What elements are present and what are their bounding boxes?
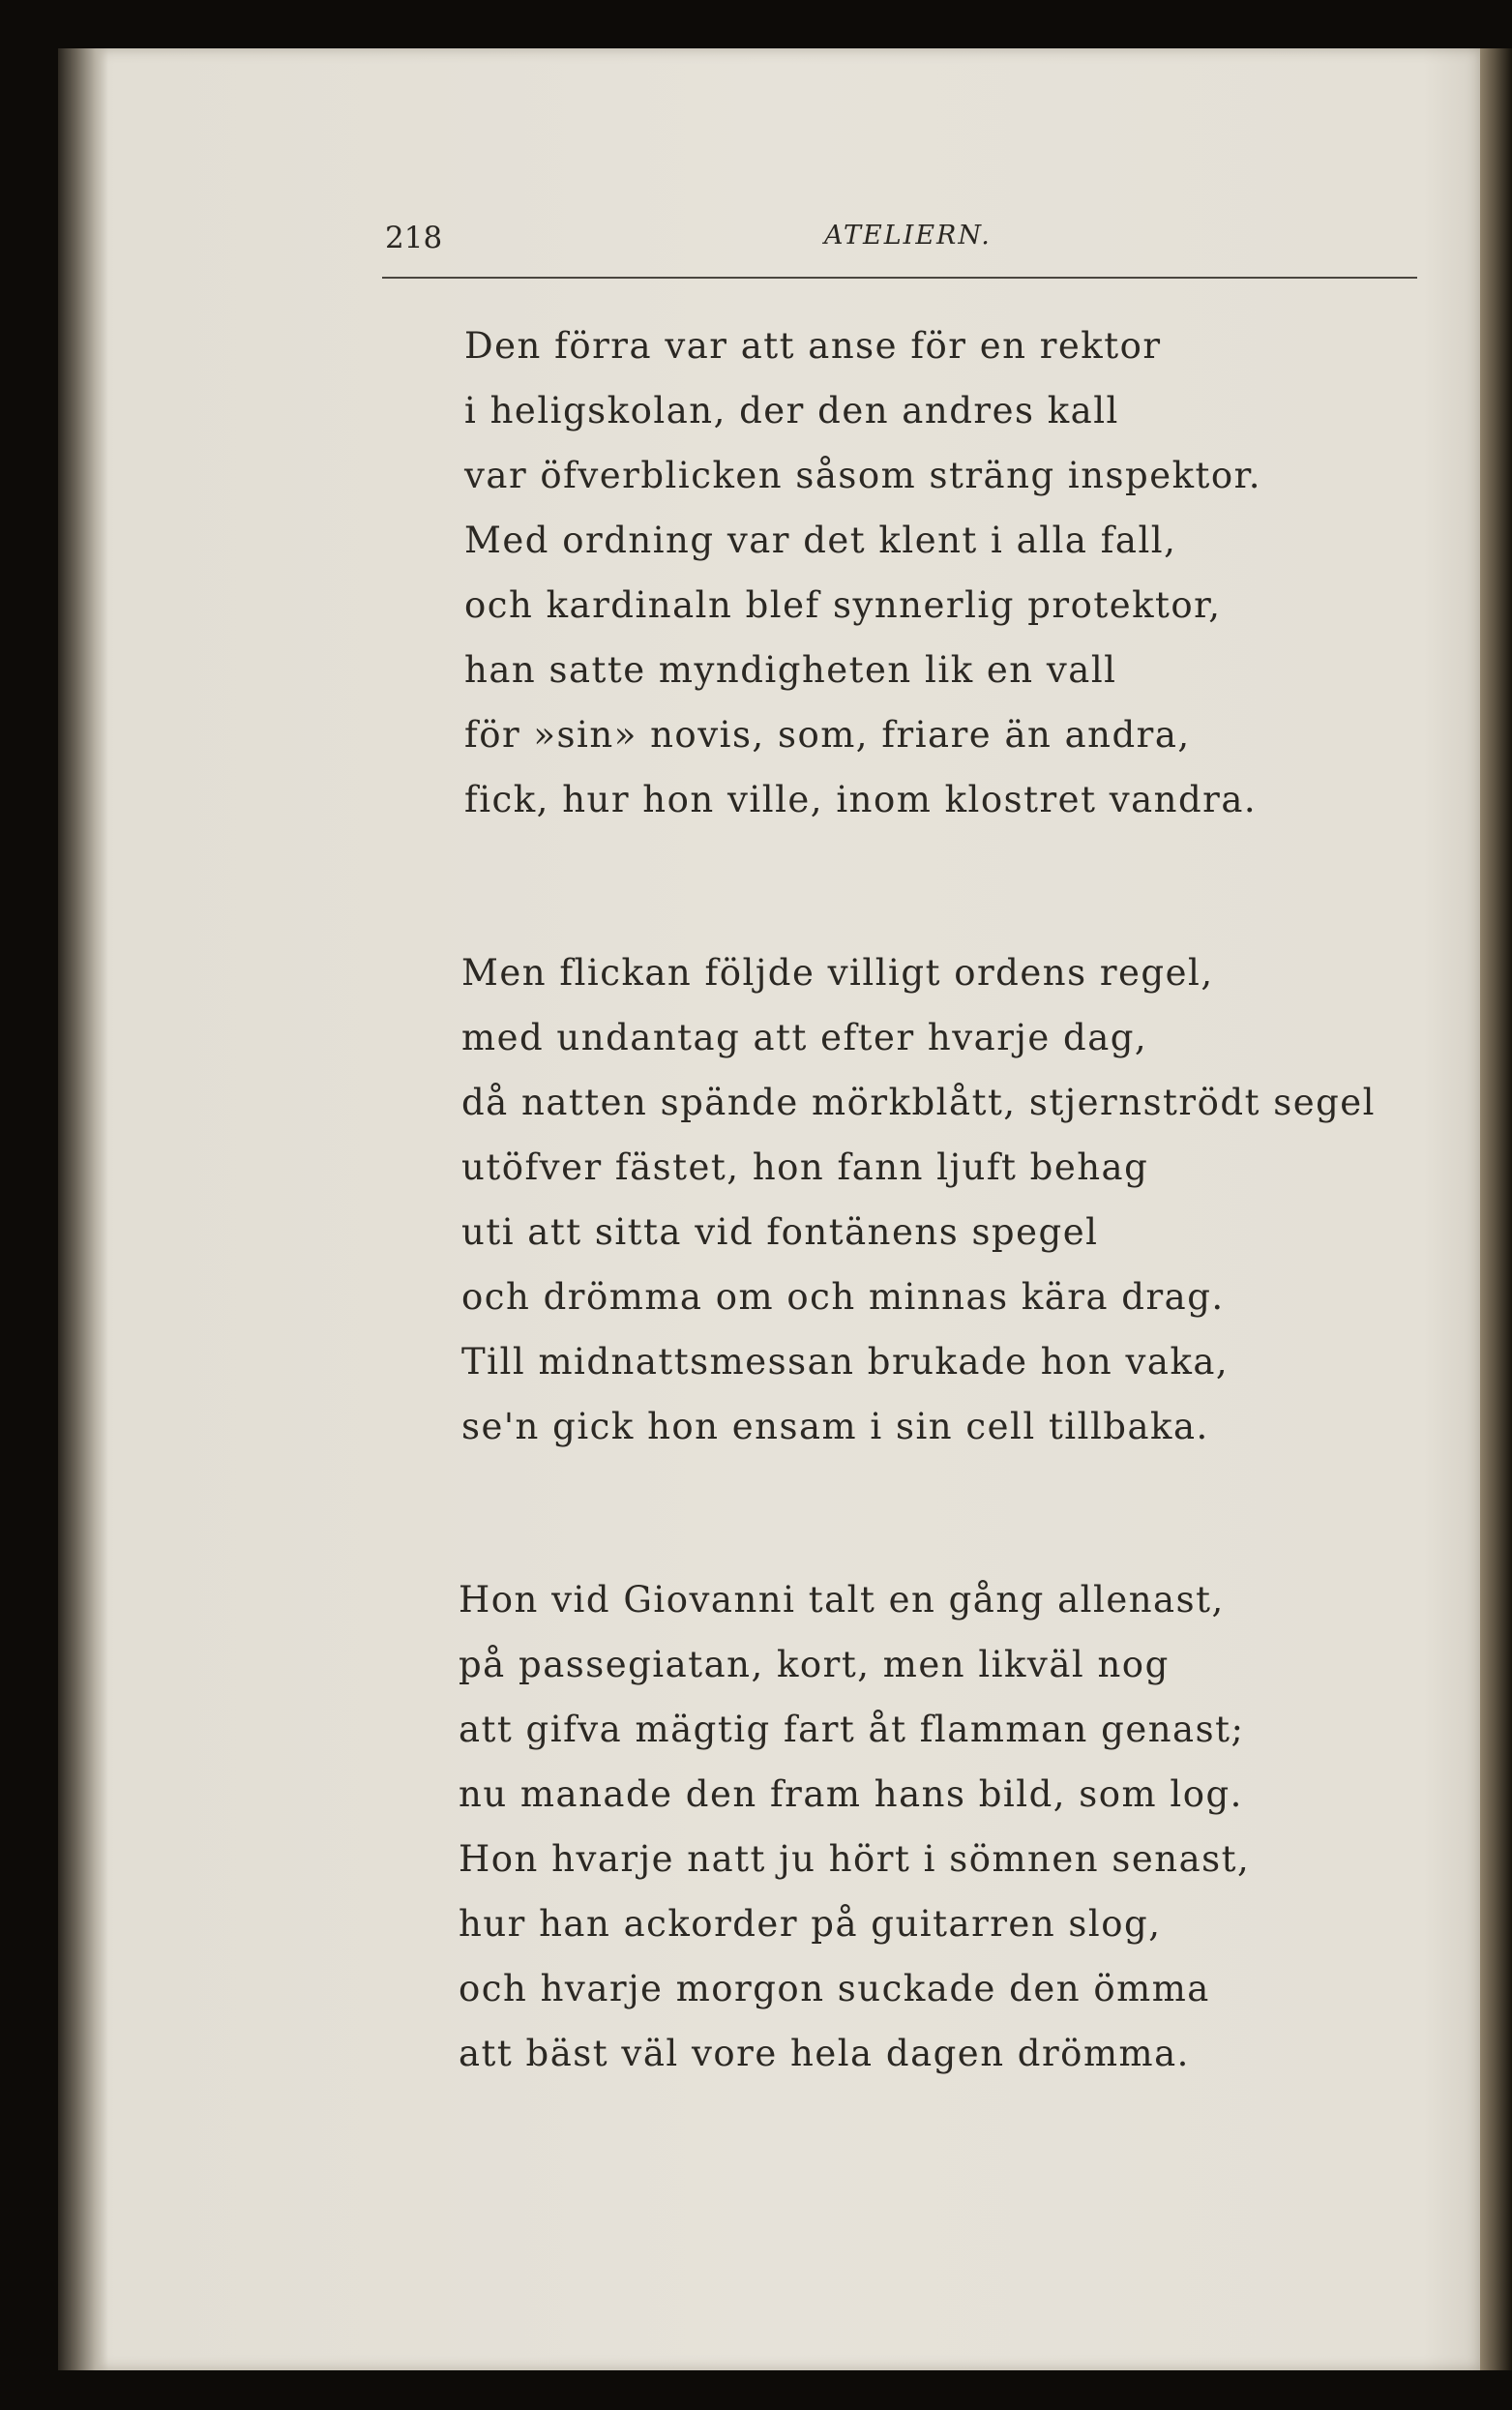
verse-line: för »sin» novis, som, friare än andra,	[464, 714, 1191, 756]
verse-line: med undantag att efter hvarje dag,	[461, 1017, 1148, 1058]
verse-line: Men flickan följde villigt ordens regel,	[461, 952, 1214, 994]
stanza-1	[464, 313, 1261, 832]
verse-line: Den förra var att anse för en rektor	[464, 325, 1162, 367]
verse-line: Hon hvarje natt ju hört i sömnen senast,	[459, 1838, 1251, 1880]
verse-line: Hon vid Giovanni talt en gång allenast,	[459, 1579, 1225, 1621]
verse-line: Med ordning var det klent i alla fall,	[464, 520, 1177, 561]
running-title: ATELIERN.	[824, 221, 992, 251]
verse-line: i heligskolan, der den andres kall	[464, 390, 1119, 431]
stanza-3	[459, 1567, 1250, 2086]
verse-line: och kardinaln blef synnerlig protektor,	[464, 584, 1222, 626]
page-edge-shadow	[1480, 48, 1512, 2370]
verse-line: hur han ackorder på guitarren slog,	[459, 1903, 1162, 1945]
verse-line: och drömma om och minnas kära drag.	[461, 1276, 1225, 1318]
verse-line: var öfverblicken såsom sträng inspektor.	[464, 455, 1262, 496]
verse-line: på passegiatan, kort, men likväl nog	[459, 1644, 1170, 1685]
header-rule	[382, 277, 1417, 279]
page-gutter-shadow	[58, 48, 108, 2370]
verse-line: han satte myndigheten lik en vall	[464, 649, 1117, 691]
stanza-2	[461, 940, 1376, 1459]
verse-line: då natten spände mörkblått, stjernströdt segel	[461, 1082, 1377, 1123]
verse-line: och hvarje morgon suckade den ömma	[459, 1968, 1210, 2009]
verse-line: Till midnattsmessan brukade hon vaka,	[461, 1341, 1230, 1383]
verse-line: uti att sitta vid fontänens spegel	[461, 1211, 1099, 1253]
verse-line: utöfver fästet, hon fann ljuft behag	[461, 1146, 1149, 1188]
page-number: 218	[385, 221, 443, 255]
verse-line: att gifva mägtig fart åt flamman genast;	[459, 1709, 1245, 1750]
verse-line: se'n gick hon ensam i sin cell tillbaka.	[461, 1406, 1209, 1447]
verse-line: fick, hur hon ville, inom klostret vandra.	[464, 779, 1258, 820]
verse-line: nu manade den fram hans bild, som log.	[459, 1773, 1243, 1815]
verse-line: att bäst väl vore hela dagen drömma.	[459, 2033, 1190, 2074]
